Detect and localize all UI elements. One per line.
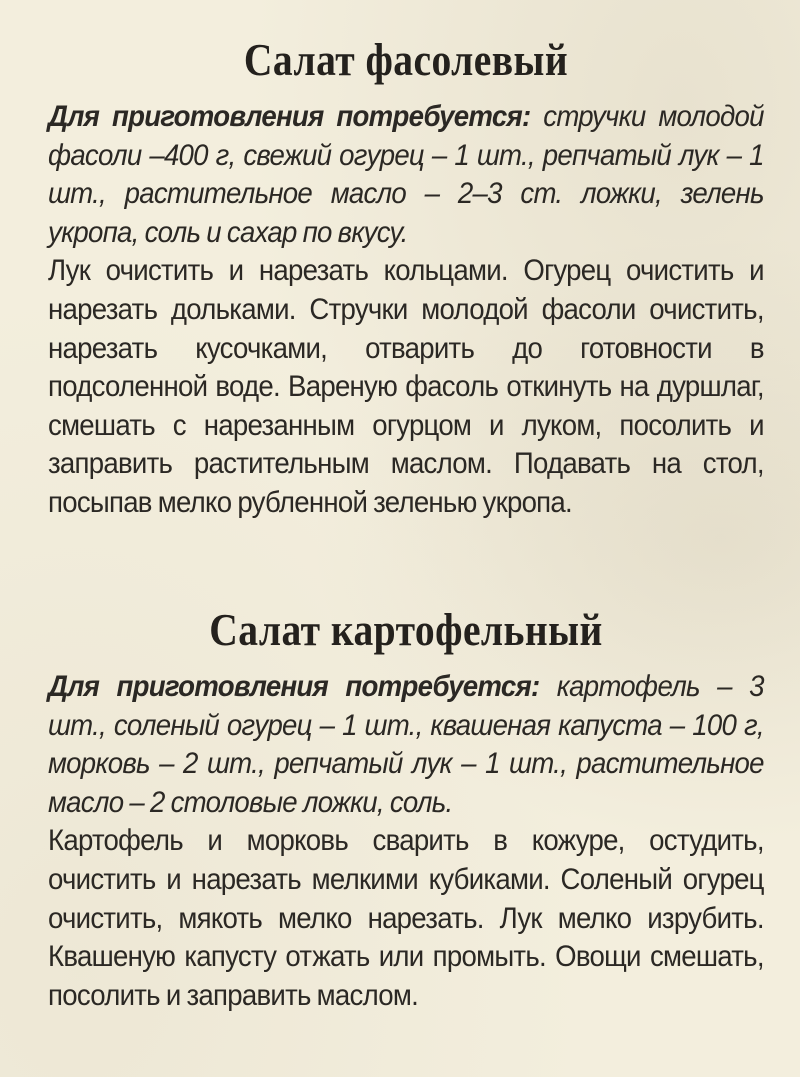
instructions-paragraph: Картофель и морковь сварить в кожуре, остудить, очистить и нарезать мелкими кубиками. Соленый огурец очистить, мякоть мелко нарезать. Лук мелко изрубить. Квашеную капусту отжать или промыть. Овощи смешать, посолить и заправить маслом. [48, 824, 764, 1012]
ingredients-label: Для приготовления потребуется: [48, 100, 531, 133]
ingredients-paragraph [48, 668, 764, 822]
ingredients-paragraph [48, 98, 764, 252]
recipe-body [48, 98, 764, 523]
ingredients-text: картофель – 3 шт., соленый огурец – 1 шт., квашеная капуста – 100 г, морковь – 2 шт., репчатый лук – 1 шт., растительное масло – 2 столовые ложки, соль. [48, 670, 764, 819]
recipe-body [48, 668, 764, 1015]
recipe-bean-salad [48, 30, 764, 523]
ingredients-text: стручки молодой фасоли –400 г, свежий огурец – 1 шт., репчатый лук – 1 шт., растительное масло – 2–3 ст. ложки, зелень укропа, соль и сахар по вкусу. [48, 100, 764, 249]
instructions-paragraph: Лук очистить и нарезать кольцами. Огурец очистить и нарезать дольками. Стручки молодой фасоли очистить, нарезать кусочками, отварить до готовности в подсоленной воде. Вареную фасоль откинуть на дуршлаг, смешать с нарезанным огурцом и луком, посолить и заправить растительным маслом. Подавать на стол, посыпав мелко рубленной зеленью укропа. [48, 254, 764, 519]
recipe-potato-salad [48, 600, 764, 1015]
recipe-title: Салат картофельный [209, 604, 603, 655]
ingredients-label: Для приготовления потребуется: [48, 670, 540, 703]
recipe-title: Салат фасолевый [243, 34, 569, 85]
